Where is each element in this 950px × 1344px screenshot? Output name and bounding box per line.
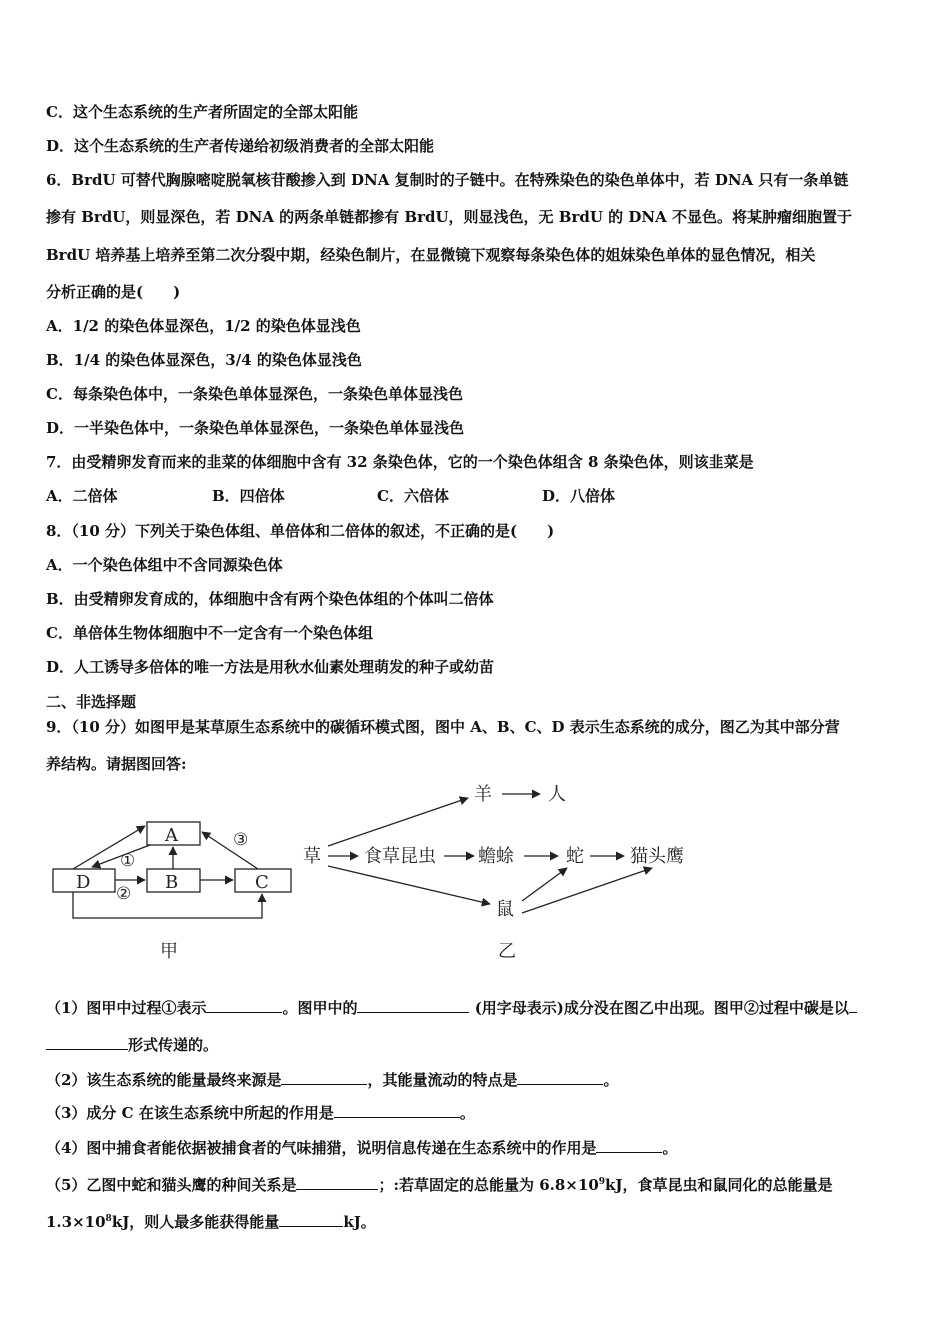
- section-heading: 二、非选择题: [46, 693, 137, 711]
- label-a: A: [165, 825, 178, 846]
- answer-blank-6[interactable]: [334, 1103, 460, 1118]
- q9-sub2-text-c: 。: [603, 1071, 619, 1089]
- q6-option-d: D．一半染色体中，一条染色单体显深色，一条染色单体显浅色: [46, 419, 465, 437]
- answer-blank-2[interactable]: [357, 998, 469, 1013]
- caption-jia: 甲: [160, 941, 178, 962]
- q8-option-d: D．人工诱导多倍体的唯一方法是用秋水仙素处理萌发的种子或幼苗: [46, 658, 495, 676]
- node-sheep: 羊: [474, 784, 492, 805]
- q9-sub1-line1: [46, 998, 857, 1018]
- node-insect: 食草昆虫: [364, 846, 436, 867]
- q9-sub5-exponent-2: 8: [105, 1214, 112, 1224]
- q9-sub2: [46, 1070, 618, 1090]
- q7-stem: 7．由受精卵发育而来的韭菜的体细胞中含有 32 条染色体，它的一个染色体组含 8 条染色体，则该韭菜是: [46, 453, 754, 471]
- q9-sub3-text-b: 。: [459, 1104, 475, 1122]
- q9-sub2-text-a: （2）该生态系统的能量最终来源是: [46, 1071, 282, 1089]
- node-human: 人: [548, 784, 566, 805]
- q9-sub4: [46, 1138, 677, 1158]
- answer-blank-7[interactable]: [596, 1138, 662, 1153]
- q9-sub1-text-b: 。图甲中的: [282, 999, 358, 1017]
- node-snake: 蛇: [566, 846, 584, 867]
- q8-stem: 8．（10 分）下列关于染色体组、单倍体和二倍体的叙述，不正确的是( ): [46, 522, 555, 540]
- q6-option-c: C．每条染色体中，一条染色单体显深色，一条染色单体显浅色: [46, 385, 463, 403]
- arrow-grass-to-mouse: [328, 866, 490, 904]
- q9-sub5-text-c: kJ，食草昆虫和鼠同化的总能量是: [605, 1176, 833, 1194]
- node-toad: 蟾蜍: [478, 846, 514, 867]
- q9-sub5-exponent-1: 9: [598, 1177, 606, 1187]
- q6-option-b: B．1/4 的染色体显深色，3/4 的染色体显浅色: [46, 351, 362, 369]
- q7-option-d: D．八倍体: [542, 487, 616, 505]
- q8-option-b: B．由受精卵发育成的，体细胞中含有两个染色体组的个体叫二倍体: [46, 590, 494, 608]
- q6-option-a: A．1/2 的染色体显深色，1/2 的染色体显浅色: [46, 317, 361, 335]
- answer-blank-8[interactable]: [296, 1175, 378, 1190]
- q9-sub4-text-b: 。: [662, 1139, 678, 1157]
- q9-sub5-text-d: 1.3×10: [46, 1213, 106, 1231]
- marker-3: ③: [233, 830, 249, 850]
- arrow-d-to-c: [73, 892, 262, 918]
- answer-blank-9[interactable]: [279, 1212, 343, 1227]
- answer-blank-3a[interactable]: [849, 998, 857, 1013]
- q6-stem-line4: 分析正确的是( ): [46, 283, 181, 301]
- node-grass: 草: [303, 846, 321, 867]
- q6-stem-line2: 掺有 BrdU，则显深色，若 DNA 的两条单链都掺有 BrdU，则显浅色，无 BrdU 的 DNA 不显色。将某肿瘤细胞置于: [46, 208, 852, 226]
- label-c: C: [255, 872, 269, 893]
- q9-sub5-text-f: kJ。: [343, 1213, 376, 1231]
- q9-sub5-text-b: ；:若草固定的总能量为 6.8×10: [378, 1176, 599, 1194]
- label-b: B: [165, 872, 179, 893]
- q9-sub1-text-d: 形式传递的。: [128, 1036, 219, 1054]
- marker-2: ②: [116, 884, 132, 904]
- q9-stem-line1: 9．（10 分）如图甲是某草原生态系统中的碳循环模式图，图中 A、B、C、D 表示生态系统的成分，图乙为其中部分营: [46, 718, 840, 736]
- q5-option-c: C．这个生态系统的生产者所固定的全部太阳能: [46, 103, 358, 121]
- q9-sub5-line1: [46, 1172, 833, 1195]
- q9-stem-line2: 养结构。请据图回答:: [46, 755, 187, 773]
- q9-sub5-text-a: （5）乙图中蛇和猫头鹰的种间关系是: [46, 1176, 297, 1194]
- caption-yi: 乙: [498, 941, 516, 962]
- q6-stem-line3: BrdU 培养基上培养至第二次分裂中期，经染色制片，在显微镜下观察每条染色体的姐妹染色单体的显色情况，相关: [46, 246, 816, 264]
- q9-sub3: [46, 1103, 475, 1123]
- q9-sub5-line2: [46, 1209, 376, 1232]
- arrow-c-to-a: [202, 832, 258, 869]
- q7-option-b: B．四倍体: [212, 487, 285, 505]
- q7-option-a: A．二倍体: [46, 487, 118, 505]
- marker-1: ①: [120, 851, 136, 871]
- arrow-mouse-to-owl: [522, 868, 652, 913]
- q6-stem-line1: 6．BrdU 可替代胸腺嘧啶脱氧核苷酸掺入到 DNA 复制时的子链中。在特殊染色的染色单体中，若 DNA 只有一条单链: [46, 171, 849, 189]
- q9-sub4-text-a: （4）图中捕食者能依据被捕食者的气味捕猎，说明信息传递在生态系统中的作用是: [46, 1139, 597, 1157]
- arrow-mouse-to-snake: [522, 868, 567, 901]
- label-d: D: [76, 872, 91, 893]
- q9-sub1-text-a: （1）图甲中过程①表示: [46, 999, 207, 1017]
- node-owl: 猫头鹰: [630, 846, 684, 867]
- q9-sub1-line2: [46, 1035, 218, 1055]
- q7-option-c: C．六倍体: [377, 487, 449, 505]
- q9-sub5-text-e: kJ，则人最多能获得能量: [111, 1213, 280, 1231]
- q9-sub2-text-b: ，其能量流动的特点是: [367, 1071, 518, 1089]
- q9-sub3-text-a: （3）成分 C 在该生态系统中所起的作用是: [46, 1104, 334, 1122]
- node-mouse: 鼠: [496, 899, 514, 920]
- q8-option-c: C．单倍体生物体细胞中不一定含有一个染色体组: [46, 624, 373, 642]
- answer-blank-4[interactable]: [281, 1070, 367, 1085]
- q5-option-d: D．这个生态系统的生产者传递给初级消费者的全部太阳能: [46, 137, 435, 155]
- arrow-grass-to-sheep: [328, 798, 468, 846]
- q8-option-a: A．一个染色体组中不含同源染色体: [46, 556, 283, 574]
- answer-blank-1[interactable]: [206, 998, 282, 1013]
- q9-sub1-text-c: (用字母表示)成分没在图乙中出现。图甲②过程中碳是以: [469, 999, 849, 1017]
- answer-blank-5[interactable]: [517, 1070, 603, 1085]
- answer-blank-3[interactable]: [46, 1035, 128, 1050]
